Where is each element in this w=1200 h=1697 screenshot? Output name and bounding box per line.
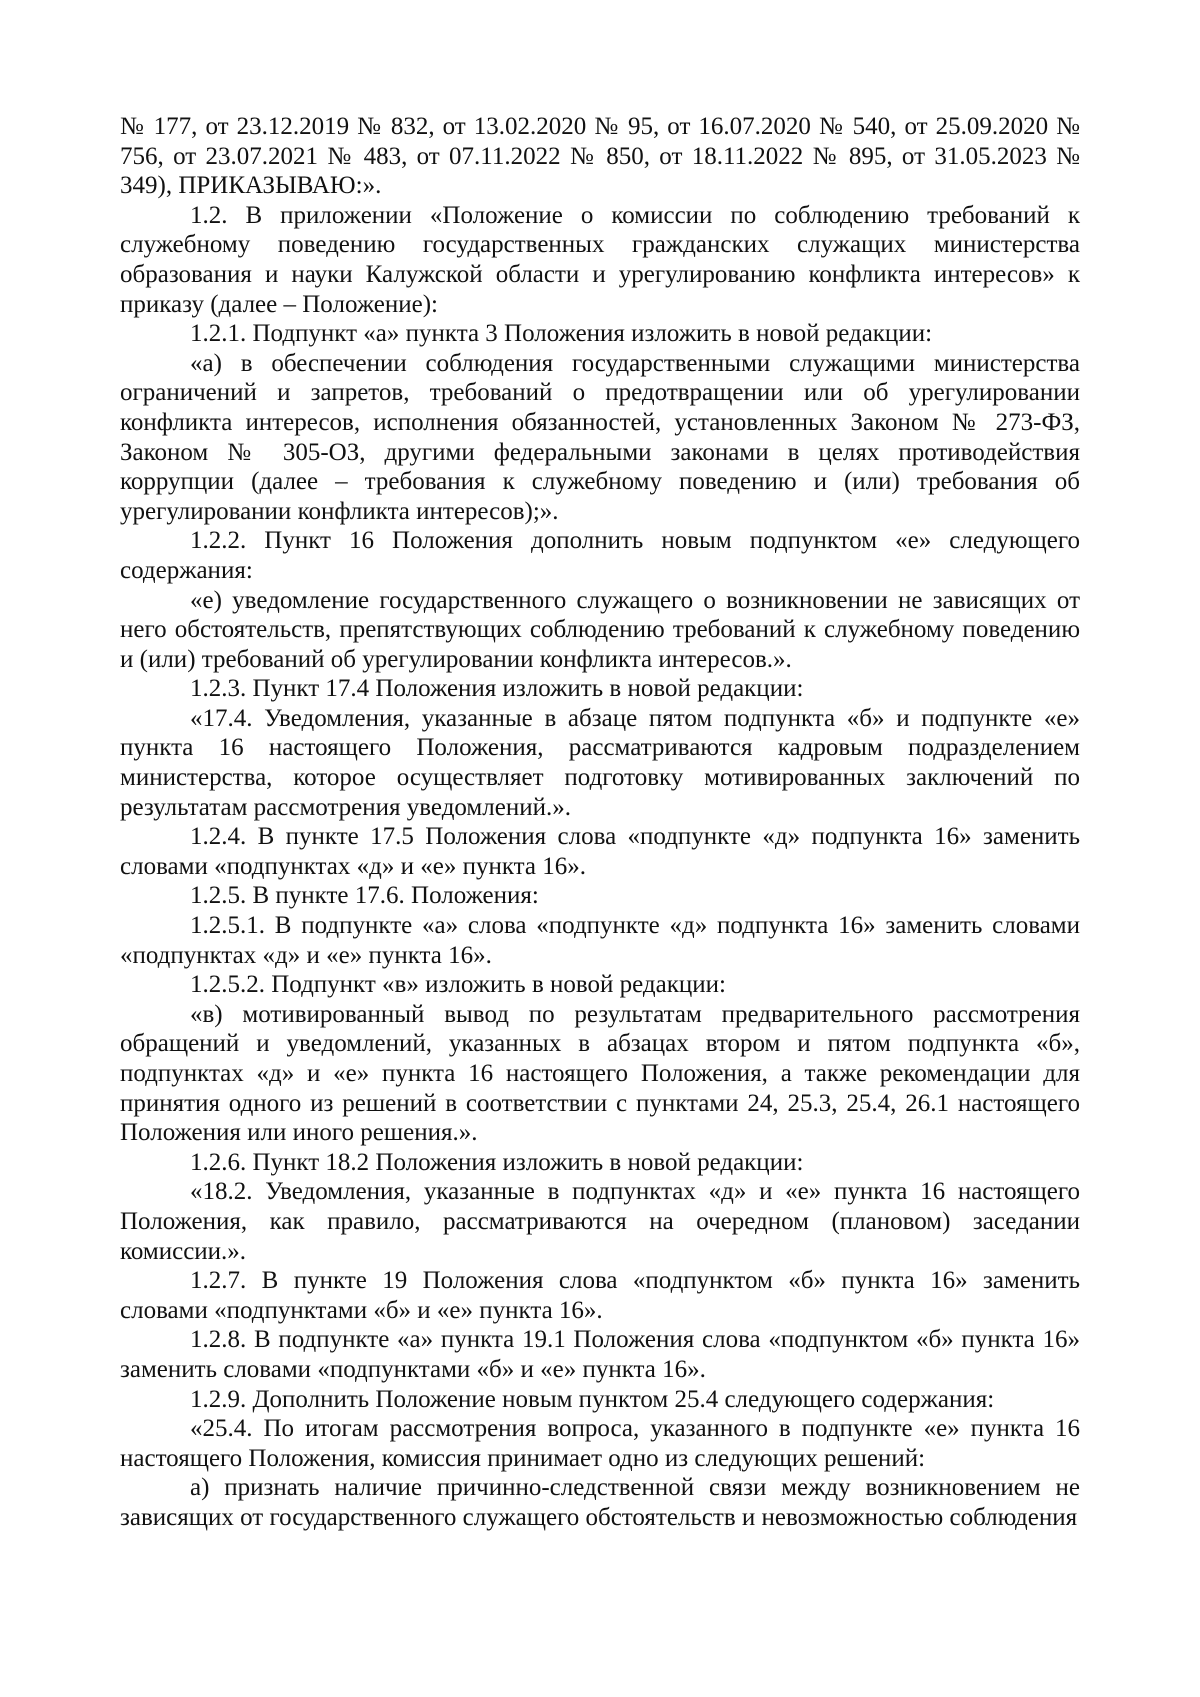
paragraph-1-2-7: 1.2.7. В пункте 19 Положения слова «подпунктом «б» пункта 16» заменить словами «подпунктами «б» и «е» пункта 16». — [120, 1267, 1080, 1324]
paragraph-1-2-6: 1.2.6. Пункт 18.2 Положения изложить в новой редакции: — [190, 1148, 804, 1176]
paragraph-1-2-5: 1.2.5. В пункте 17.6. Положения: — [190, 882, 539, 910]
paragraph-1-2-9-a: а) признать наличие причинно-следственной связи между возникновением не зависящих от государственного служащего обстоятельств и невозможностью соблюдения — [120, 1474, 1080, 1531]
paragraph-1: № 177, от 23.12.2019 № 832, от 13.02.2020 № 95, от 16.07.2020 № 540, от 25.09.2020 № 756, от 23.07.2021 № 483, от 07.11.2022 № 850, от 18.11.2022 № 895, от 31.05.2023 № 349), ПРИКАЗЫВАЮ:». — [120, 113, 1080, 200]
paragraph-1-2-9: 1.2.9. Дополнить Положение новым пунктом 25.4 следующего содержания: — [190, 1385, 995, 1413]
paragraph-1-2-5-2-text: «в) мотивированный вывод по результатам предварительного рассмотрения обращений и уведомлений, указанных в абзацах втором и пятом подпункта «б», подпунктах «д» и «е» пункта 16 настоящего Положения, а также рекомендации для принятия одного из решений в соответствии с пунктами 24, 25.3, 25.4, 26.1 настоящего Положения или иного решения.». — [120, 1000, 1080, 1147]
paragraph-1-2-3-text: «17.4. Уведомления, указанные в абзаце пятом подпункта «б» и подпункте «е» пункта 16 настоящего Положения, рассматриваются кадровым подразделением министерства, которое осуществляет подготовку мотивированных заключений по результатам рассмотрения уведомлений.». — [120, 704, 1080, 821]
paragraph-1-2-1-text: «а) в обеспечении соблюдения государственными служащими министерства ограничений и запретов, требований о предотвращении или об урегулировании конфликта интересов, исполнения обязанностей, установленных Законом № 273-ФЗ, Законом № 305-ОЗ, другими федеральными законами в целях противодействия коррупции (далее – требования к служебному поведению и (или) требования об урегулировании конфликта интересов);». — [120, 349, 1080, 525]
paragraph-1-2-9-text: «25.4. По итогам рассмотрения вопроса, указанного в подпункте «е» пункта 16 настоящего Положения, комиссия принимает одно из следующих решений: — [120, 1415, 1080, 1472]
paragraph-1-2-4: 1.2.4. В пункте 17.5 Положения слова «подпункте «д» подпункта 16» заменить словами «подпунктах «д» и «е» пункта 16». — [120, 823, 1080, 880]
paragraph-1-2-5-1: 1.2.5.1. В подпункте «а» слова «подпункте «д» подпункта 16» заменить словами «подпунктах «д» и «е» пункта 16». — [120, 912, 1080, 969]
document-page — [120, 112, 1080, 1533]
paragraph-1-2-1: 1.2.1. Подпункт «а» пункта 3 Положения изложить в новой редакции: — [190, 320, 933, 348]
paragraph-1-2-6-text: «18.2. Уведомления, указанные в подпунктах «д» и «е» пункта 16 настоящего Положения, как правило, рассматриваются на очередном (плановом) заседании комиссии.». — [120, 1178, 1080, 1265]
paragraph-1-2-5-2: 1.2.5.2. Подпункт «в» изложить в новой редакции: — [190, 971, 726, 999]
paragraph-1-2-2: 1.2.2. Пункт 16 Положения дополнить новым подпунктом «е» следующего содержания: — [120, 527, 1080, 584]
paragraph-1-2: 1.2. В приложении «Положение о комиссии по соблюдению требований к служебному поведению государственных гражданских служащих министерства образования и науки Калужской области и урегулированию конфликта интересов» к приказу (далее – Положение): — [120, 201, 1080, 318]
paragraph-1-2-8: 1.2.8. В подпункте «а» пункта 19.1 Положения слова «подпунктом «б» пункта 16» заменить словами «подпунктами «б» и «е» пункта 16». — [120, 1326, 1080, 1383]
paragraph-1-2-2-text: «е) уведомление государственного служащего о возникновении не зависящих от него обстоятельств, препятствующих соблюдению требований к служебному поведению и (или) требований об урегулировании конфликта интересов.». — [120, 586, 1080, 673]
paragraph-1-2-3: 1.2.3. Пункт 17.4 Положения изложить в новой редакции: — [190, 675, 804, 703]
